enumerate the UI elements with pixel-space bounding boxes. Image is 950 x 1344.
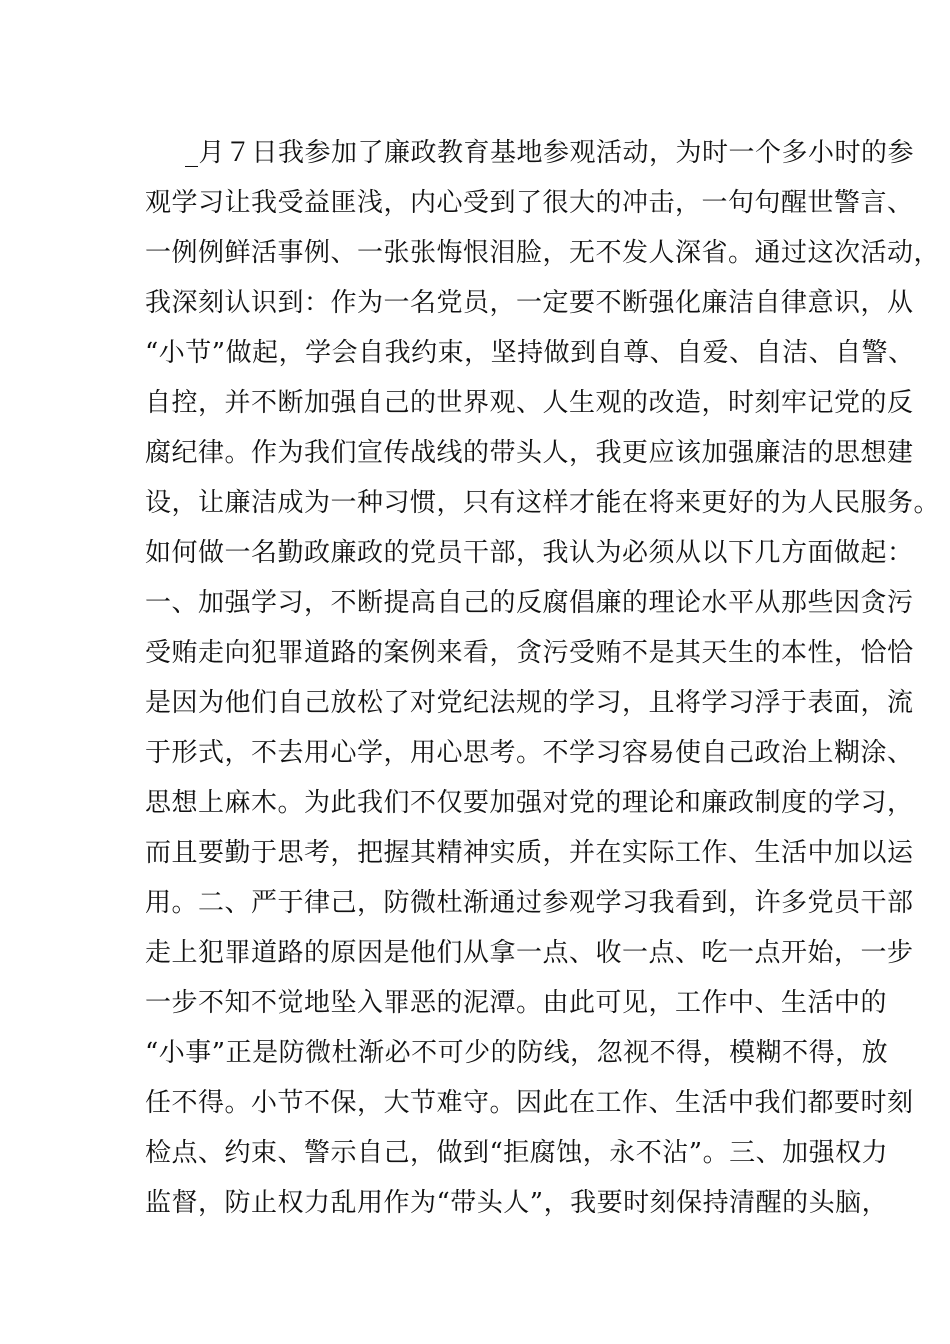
text-line: 一、加强学习，不断提高自己的反腐倡廉的理论水平从那些因贪污 (145, 588, 914, 618)
text-line: 监督，防止权力乱用作为“带头人”，我要时刻保持清醒的头脑， (145, 1188, 889, 1218)
body-paragraph (145, 128, 941, 1228)
text-line: 我深刻认识到：作为一名党员，一定要不断强化廉洁自律意识，从 (145, 288, 914, 318)
text-line: 思想上麻木。为此我们不仅要加强对党的理论和廉政制度的学习， (145, 788, 914, 818)
text-line: 自控，并不断加强自己的世界观、人生观的改造，时刻牢记党的反 (145, 388, 914, 418)
text-line: _月７日我参加了廉政教育基地参观活动，为时一个多小时的参 (185, 138, 915, 168)
text-line: 任不得。小节不保，大节难守。因此在工作、生活中我们都要时刻 (145, 1088, 914, 1118)
text-line: 于形式，不去用心学，用心思考。不学习容易使自己政治上糊涂、 (145, 738, 914, 768)
text-line: 是因为他们自己放松了对党纪法规的学习，且将学习浮于表面，流 (145, 688, 914, 718)
text-line: 如何做一名勤政廉政的党员干部，我认为必须从以下几方面做起： (145, 538, 914, 568)
text-line: 一步不知不觉地坠入罪恶的泥潭。由此可见，工作中、生活中的 (145, 988, 888, 1018)
text-line: “小事”正是防微杜渐必不可少的防线，忽视不得，模糊不得，放 (145, 1038, 889, 1068)
text-line: 走上犯罪道路的原因是他们从拿一点、收一点、吃一点开始，一步 (145, 938, 914, 968)
text-line: 腐纪律。作为我们宣传战线的带头人，我更应该加强廉洁的思想建 (145, 438, 914, 468)
text-line: 受贿走向犯罪道路的案例来看，贪污受贿不是其天生的本性，恰恰 (145, 638, 914, 668)
text-line: 用。二、严于律己，防微杜渐通过参观学习我看到，许多党员干部 (145, 888, 914, 918)
text-line: 一例例鲜活事例、一张张悔恨泪脸，无不发人深省。通过这次活动， (145, 238, 941, 268)
text-line: 观学习让我受益匪浅，内心受到了很大的冲击，一句句醒世警言、 (145, 188, 914, 218)
text-line: 检点、约束、警示自己，做到“拒腐蚀，永不沾”。三、加强权力 (145, 1138, 889, 1168)
text-line: 设，让廉洁成为一种习惯，只有这样才能在将来更好的为人民服务。 (145, 488, 941, 518)
text-line: “小节”做起，学会自我约束，坚持做到自尊、自爱、自洁、自警、 (145, 338, 915, 368)
text-line: 而且要勤于思考，把握其精神实质，并在实际工作、生活中加以运 (145, 838, 914, 868)
